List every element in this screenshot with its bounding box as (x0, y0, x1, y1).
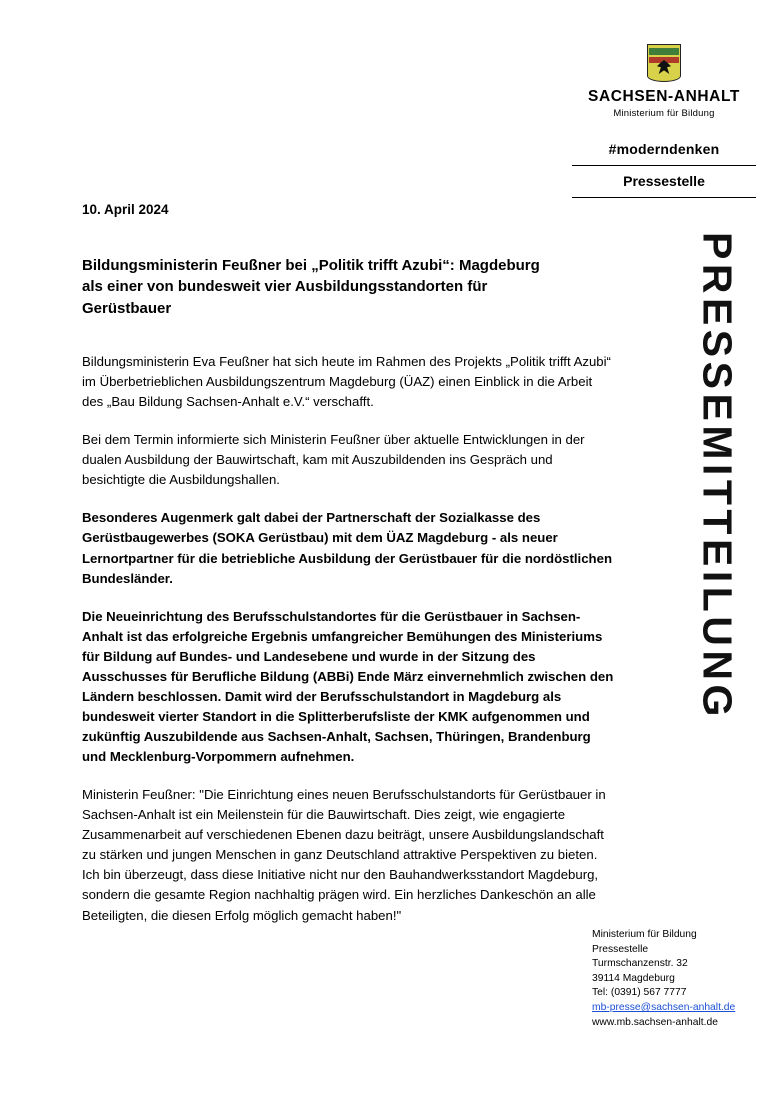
paragraph-4: Die Neueinrichtung des Berufsschulstandortes für die Gerüstbauer in Sachsen-Anhalt ist das erfolgreiche Ergebnis umfangreicher Bemühungen des Ministeriums für Bildung auf Bundes- und Landesebene und wurde in der Sitzung des Ausschusses für Berufliche Bildung (ABBi) Ende März einvernehmlich zwischen den Ländern beschlossen. Damit wird der Berufsschulstandort in Magdeburg als bundesweit vierter Standort in die Splitterberufsliste der KMK aufgenommen und zukünftig Auszubildende aus Sachsen-Anhalt, Sachsen, Thüringen, Brandenburg und Mecklenburg-Vorpommern aufnehmen. (82, 608, 614, 765)
footer-phone: Tel: (0391) 567 7777 (592, 987, 687, 999)
footer-ministry: Ministerium für Bildung (592, 929, 697, 940)
ministry-logo-block (570, 30, 758, 198)
paragraph-1: Bildungsministerin Eva Feußner hat sich heute im Rahmen des Projekts „Politik trifft Azubi“ im Überbetrieblichen Ausbildungszentrum Magdeburg (ÜAZ) einen Einblick in die Arbeit des „Bau Bildung Sachsen-Anhalt e.V.“ verschafft. (82, 354, 611, 410)
header-divider-bottom (572, 197, 756, 198)
campaign-tagline: #moderndenken (608, 141, 720, 158)
footer-email-link[interactable]: mb-presse@sachsen-anhalt.de (592, 1002, 736, 1014)
ministry-name: Ministerium für Bildung (613, 108, 715, 120)
paragraph-3: Besonderes Augenmerk galt dabei der Partnerschaft der Sozialkasse des Gerüstbaugewerbes (SOKA Gerüstbau) mit dem ÜAZ Magdeburg - als neuer Lernortpartner für die betriebliche Ausbildung der Gerüstbauer für die nordöstlichen Bundesländer. (82, 510, 613, 586)
release-date: 10. April 2024 (82, 202, 169, 217)
coat-of-arms-icon (647, 44, 681, 82)
vertical-label-text: PRESSEMITTEILUNG (694, 232, 741, 721)
body-text (82, 352, 617, 944)
footer-street: Turmschanzenstr. 32 (592, 958, 688, 970)
page-title: Bildungsministerin Feußner bei „Politik trifft Azubi“: Magdeburg als einer von bundesweit vier Ausbildungsstandorten für Gerüstbauer (82, 257, 540, 317)
footer-website[interactable]: www.mb.sachsen-anhalt.de (592, 1016, 718, 1028)
contact-footer (592, 928, 767, 1030)
state-name: SACHSEN-ANHALT (588, 88, 740, 105)
vertical-pressemitteilung-label (682, 232, 752, 912)
footer-department: Pressestelle (592, 943, 649, 955)
paragraph-5: Ministerin Feußner: "Die Einrichtung eines neuen Berufsschulstandorts für Gerüstbauer in Sachsen-Anhalt ist ein Meilenstein für die Bauwirtschaft. Dies zeigt, wie engagierte Zusammenarbeit auf verschiedenen Ebenen dazu beiträgt, unsere Ausbildungslandschaft zu stärken und jungen Menschen in ganz Deutschland attraktive Perspektiven zu bieten. Ich bin überzeugt, dass diese Initiative nicht nur den Bauhandwerksstandort Magdeburg, sondern die gesamte Region nachhaltig prägen wird. Ein herzliches Dankeschön an alle Beteiligten, die diesen Erfolg möglich gemacht haben!" (82, 787, 606, 923)
header-divider-top (572, 165, 756, 166)
footer-city: 39114 Magdeburg (592, 972, 675, 984)
paragraph-2: Bei dem Termin informierte sich Ministerin Feußner über aktuelle Entwicklungen in der dualen Ausbildung der Bauwirtschaft, kam mit Auszubildenden ins Gespräch und besichtigte die Ausbildungshallen. (82, 432, 585, 488)
department-label: Pressestelle (623, 173, 705, 190)
